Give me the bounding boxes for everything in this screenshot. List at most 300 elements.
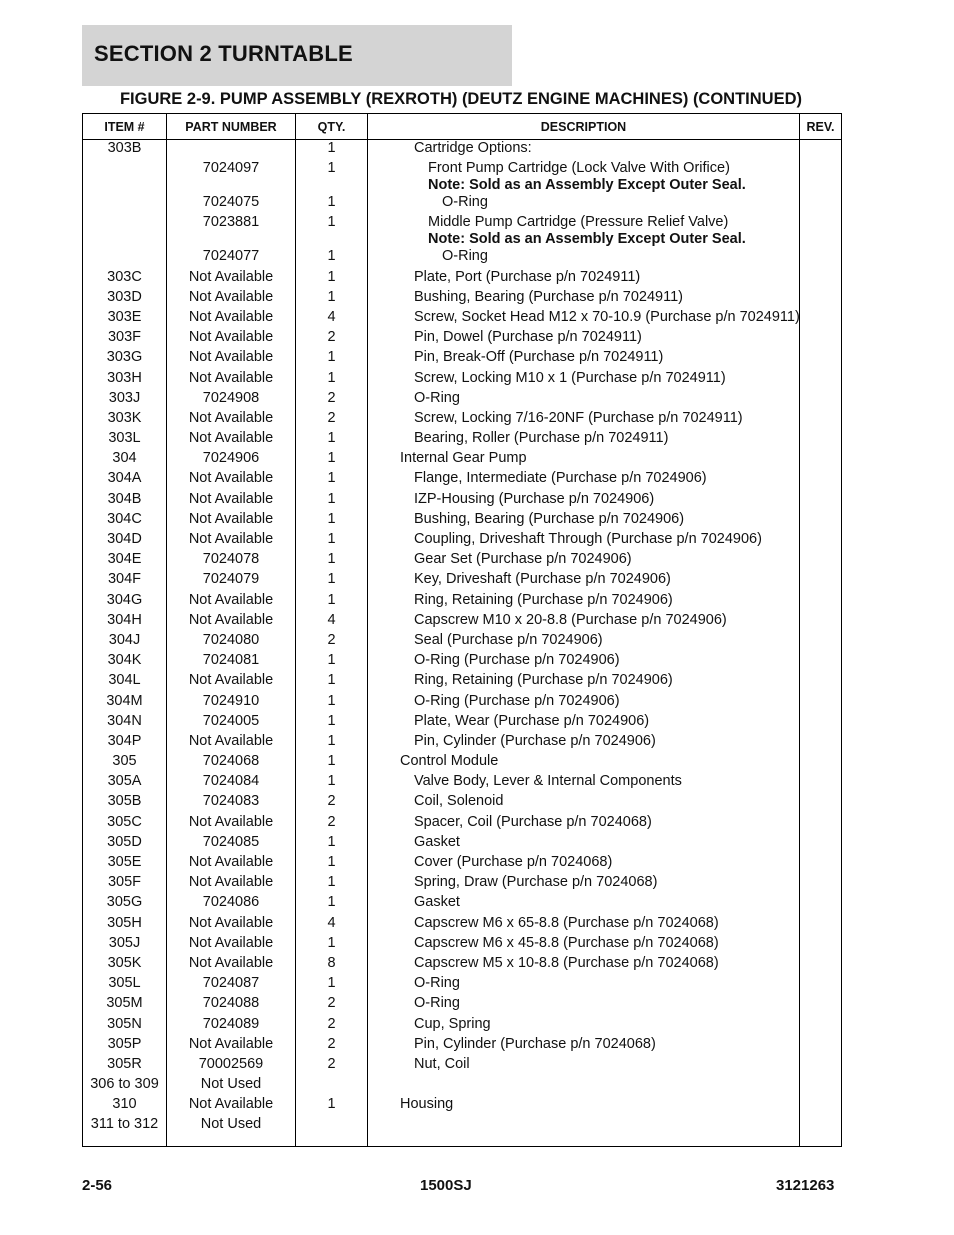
- cell-part-number: Not Available: [167, 491, 296, 511]
- cell-rev: [800, 571, 842, 591]
- cell-qty: 1: [296, 713, 368, 733]
- description-text: O-Ring (Purchase p/n 7024906): [414, 652, 620, 669]
- cell-qty: 1: [296, 491, 368, 511]
- cell-part-number: 7024908: [167, 390, 296, 410]
- cell-part-number: Not Available: [167, 1096, 296, 1116]
- cell-part-number: 7024088: [167, 995, 296, 1015]
- table-row: [83, 329, 842, 349]
- cell-qty: 4: [296, 915, 368, 935]
- table-row: [83, 289, 842, 309]
- description-text: O-Ring: [414, 975, 460, 992]
- table-row: [83, 531, 842, 551]
- cell-rev: [800, 329, 842, 349]
- cell-description: [368, 571, 800, 591]
- cell-qty: 1: [296, 874, 368, 894]
- cell-qty: 1: [296, 269, 368, 289]
- cell-rev: [800, 214, 842, 248]
- cell-item: 304: [83, 450, 167, 470]
- cell-item: 303D: [83, 289, 167, 309]
- cell-qty: 1: [296, 531, 368, 551]
- cell-description: [368, 1036, 800, 1056]
- description-text: Coil, Solenoid: [414, 793, 504, 810]
- table-row: [83, 571, 842, 591]
- description-text: Valve Body, Lever & Internal Components: [414, 773, 682, 790]
- cell-part-number: Not Available: [167, 814, 296, 834]
- cell-part-number: 7024083: [167, 793, 296, 813]
- cell-item: 305H: [83, 915, 167, 935]
- cell-qty: 2: [296, 329, 368, 349]
- table-row: [83, 309, 842, 329]
- cell-qty: 1: [296, 592, 368, 612]
- cell-part-number: Not Available: [167, 733, 296, 753]
- table-row: [83, 834, 842, 854]
- table-row: [83, 753, 842, 773]
- cell-qty: 1: [296, 289, 368, 309]
- table-row: [83, 733, 842, 753]
- cell-part-number: Not Available: [167, 672, 296, 692]
- table-row: [83, 450, 842, 470]
- cell-description: [368, 551, 800, 571]
- table-row: [83, 814, 842, 834]
- description-text: Gear Set (Purchase p/n 7024906): [414, 551, 632, 568]
- description-text: Cover (Purchase p/n 7024068): [414, 854, 613, 870]
- cell-description: [368, 612, 800, 632]
- cell-part-number: Not Available: [167, 511, 296, 531]
- table-header-row: [83, 114, 842, 140]
- cell-rev: [800, 450, 842, 470]
- cell-qty: 2: [296, 1016, 368, 1036]
- cell-qty: 1: [296, 834, 368, 854]
- cell-rev: [800, 834, 842, 854]
- cell-qty: 2: [296, 1056, 368, 1076]
- cell-rev: [800, 390, 842, 410]
- table-row: [83, 269, 842, 289]
- cell-part-number: 7024081: [167, 652, 296, 672]
- cell-description: [368, 733, 800, 753]
- description-text: Capscrew M6 x 45-8.8 (Purchase p/n 7024068): [414, 934, 719, 951]
- header-part-number: PART NUMBER: [167, 114, 296, 140]
- table-row: [83, 935, 842, 955]
- cell-item: 304H: [83, 612, 167, 632]
- cell-rev: [800, 995, 842, 1015]
- cell-item: 304G: [83, 592, 167, 612]
- cell-item: 303J: [83, 390, 167, 410]
- description-text: Pin, Break-Off (Purchase p/n 7024911): [414, 349, 664, 366]
- cell-description: [368, 370, 800, 390]
- cell-qty: 2: [296, 793, 368, 813]
- cell-qty: 1: [296, 894, 368, 914]
- cell-part-number: Not Used: [167, 1116, 296, 1146]
- cell-qty: [296, 1076, 368, 1096]
- cell-description: [368, 491, 800, 511]
- cell-description: [368, 329, 800, 349]
- cell-rev: [800, 672, 842, 692]
- cell-item: 305P: [83, 1036, 167, 1056]
- cell-qty: 1: [296, 935, 368, 955]
- cell-description: [368, 511, 800, 531]
- cell-item: 305R: [83, 1056, 167, 1076]
- cell-rev: [800, 470, 842, 490]
- cell-item: 304B: [83, 491, 167, 511]
- footer-page-number: 2-56: [82, 1177, 113, 1194]
- cell-description: [368, 289, 800, 309]
- description-note: Note: Sold as an Assembly Except Outer Seal.: [428, 231, 746, 248]
- table-row: [83, 248, 842, 268]
- cell-part-number: 7024089: [167, 1016, 296, 1036]
- cell-qty: 1: [296, 652, 368, 672]
- description-text: Pin, Cylinder (Purchase p/n 7024906): [414, 732, 656, 749]
- description-note: Note: Sold as an Assembly Except Outer Seal.: [428, 177, 746, 194]
- cell-rev: [800, 955, 842, 975]
- cell-description: [368, 349, 800, 369]
- cell-item: 305F: [83, 874, 167, 894]
- table-row: [83, 773, 842, 793]
- description-text: Gasket: [414, 833, 460, 850]
- description-text: O-Ring: [414, 995, 460, 1012]
- cell-rev: [800, 854, 842, 874]
- cell-rev: [800, 349, 842, 369]
- cell-qty: 2: [296, 390, 368, 410]
- description-text: Gasket: [414, 894, 460, 911]
- table-row: [83, 612, 842, 632]
- cell-part-number: 7024077: [167, 248, 296, 268]
- table-row: [83, 1036, 842, 1056]
- cell-part-number: 7024068: [167, 753, 296, 773]
- cell-part-number: 7024080: [167, 632, 296, 652]
- description-text: O-Ring: [442, 194, 488, 211]
- header-rev: REV.: [800, 114, 842, 140]
- header-description: DESCRIPTION: [368, 114, 800, 140]
- cell-item: 303H: [83, 370, 167, 390]
- cell-rev: [800, 612, 842, 632]
- cell-item: 303G: [83, 349, 167, 369]
- cell-item: 305K: [83, 955, 167, 975]
- table-row: [83, 915, 842, 935]
- cell-qty: 1: [296, 773, 368, 793]
- cell-part-number: 7024005: [167, 713, 296, 733]
- section-title: SECTION 2 TURNTABLE: [94, 41, 353, 66]
- description-text: O-Ring: [442, 248, 488, 265]
- cell-part-number: 7024097: [167, 160, 296, 194]
- cell-description: [368, 753, 800, 773]
- cell-item: 303K: [83, 410, 167, 430]
- cell-description: [368, 1076, 800, 1096]
- cell-item: 305C: [83, 814, 167, 834]
- cell-part-number: 7024085: [167, 834, 296, 854]
- cell-rev: [800, 915, 842, 935]
- cell-qty: [296, 1116, 368, 1146]
- cell-item: 303E: [83, 309, 167, 329]
- cell-item: 304E: [83, 551, 167, 571]
- description-text: Control Module: [400, 753, 499, 770]
- cell-item: 304J: [83, 632, 167, 652]
- cell-item: 304C: [83, 511, 167, 531]
- cell-description: [368, 652, 800, 672]
- cell-rev: [800, 935, 842, 955]
- table-row: [83, 793, 842, 813]
- table-row: [83, 160, 842, 194]
- cell-rev: [800, 269, 842, 289]
- description-text: Capscrew M10 x 20-8.8 (Purchase p/n 7024906): [414, 611, 727, 628]
- cell-description: [368, 672, 800, 692]
- table-row: [83, 894, 842, 914]
- cell-item: 304N: [83, 713, 167, 733]
- cell-qty: 1: [296, 571, 368, 591]
- cell-item: 303L: [83, 430, 167, 450]
- description-text: Front Pump Cartridge (Lock Valve With Orifice): [428, 160, 730, 177]
- cell-rev: [800, 592, 842, 612]
- cell-qty: 1: [296, 1096, 368, 1116]
- table-row: [83, 430, 842, 450]
- table-row: [83, 390, 842, 410]
- cell-description: [368, 430, 800, 450]
- table-row: [83, 140, 842, 161]
- cell-part-number: Not Available: [167, 269, 296, 289]
- cell-rev: [800, 733, 842, 753]
- cell-qty: 1: [296, 160, 368, 194]
- cell-part-number: Not Available: [167, 531, 296, 551]
- table-row: [83, 693, 842, 713]
- cell-item: 303C: [83, 269, 167, 289]
- cell-qty: 1: [296, 430, 368, 450]
- cell-item: 305B: [83, 793, 167, 813]
- cell-description: [368, 140, 800, 161]
- cell-description: [368, 793, 800, 813]
- cell-rev: [800, 1056, 842, 1076]
- description-text: O-Ring: [414, 389, 460, 406]
- cell-qty: 1: [296, 214, 368, 248]
- cell-description: [368, 410, 800, 430]
- description-text: Capscrew M5 x 10-8.8 (Purchase p/n 7024068): [414, 954, 719, 971]
- cell-part-number: Not Available: [167, 854, 296, 874]
- cell-rev: [800, 531, 842, 551]
- cell-part-number: Not Available: [167, 430, 296, 450]
- table-row: [83, 632, 842, 652]
- cell-qty: 1: [296, 551, 368, 571]
- cell-part-number: 7024078: [167, 551, 296, 571]
- description-text: Spring, Draw (Purchase p/n 7024068): [414, 874, 658, 891]
- table-row: [83, 1116, 842, 1146]
- cell-description: [368, 390, 800, 410]
- cell-item: 311 to 312: [83, 1116, 167, 1146]
- cell-description: [368, 470, 800, 490]
- cell-part-number: 7023881: [167, 214, 296, 248]
- table-row: [83, 672, 842, 692]
- cell-qty: 1: [296, 672, 368, 692]
- description-text: Bearing, Roller (Purchase p/n 7024911): [414, 430, 669, 447]
- cell-description: [368, 814, 800, 834]
- cell-qty: 2: [296, 814, 368, 834]
- cell-description: [368, 1056, 800, 1076]
- footer-doc-number: 3121263: [776, 1177, 835, 1194]
- table-row: [83, 511, 842, 531]
- cell-qty: 1: [296, 349, 368, 369]
- table-row: [83, 410, 842, 430]
- description-text: Flange, Intermediate (Purchase p/n 7024906): [414, 470, 707, 487]
- cell-description: [368, 975, 800, 995]
- cell-rev: [800, 410, 842, 430]
- cell-part-number: 7024906: [167, 450, 296, 470]
- description-text: Cup, Spring: [414, 1015, 491, 1032]
- cell-description: [368, 713, 800, 733]
- cell-rev: [800, 713, 842, 733]
- table-row: [83, 370, 842, 390]
- cell-rev: [800, 1116, 842, 1146]
- header-qty: QTY.: [296, 114, 368, 140]
- description-text: Ring, Retaining (Purchase p/n 7024906): [414, 672, 673, 689]
- cell-item: [83, 160, 167, 194]
- cell-qty: 4: [296, 612, 368, 632]
- cell-rev: [800, 491, 842, 511]
- cell-item: 305L: [83, 975, 167, 995]
- description-text: Plate, Port (Purchase p/n 7024911): [414, 268, 641, 285]
- cell-rev: [800, 814, 842, 834]
- cell-part-number: 7024079: [167, 571, 296, 591]
- cell-part-number: Not Available: [167, 470, 296, 490]
- cell-item: 305A: [83, 773, 167, 793]
- table-row: [83, 1096, 842, 1116]
- cell-part-number: 7024084: [167, 773, 296, 793]
- section-banner: [82, 25, 512, 86]
- cell-description: [368, 592, 800, 612]
- cell-item: 305M: [83, 995, 167, 1015]
- cell-qty: 2: [296, 1036, 368, 1056]
- cell-description: [368, 834, 800, 854]
- cell-part-number: 7024086: [167, 894, 296, 914]
- description-text: Spacer, Coil (Purchase p/n 7024068): [414, 813, 652, 830]
- cell-description: [368, 531, 800, 551]
- cell-rev: [800, 894, 842, 914]
- cell-description: [368, 693, 800, 713]
- cell-item: [83, 214, 167, 248]
- cell-item: 304A: [83, 470, 167, 490]
- cell-part-number: Not Available: [167, 329, 296, 349]
- table-row: [83, 854, 842, 874]
- cell-description: [368, 632, 800, 652]
- table-row: [83, 214, 842, 248]
- table-row: [83, 874, 842, 894]
- cell-item: 305: [83, 753, 167, 773]
- cell-part-number: Not Available: [167, 874, 296, 894]
- cell-qty: 1: [296, 753, 368, 773]
- cell-item: 304K: [83, 652, 167, 672]
- cell-qty: 1: [296, 470, 368, 490]
- cell-item: [83, 248, 167, 268]
- cell-description: [368, 1096, 800, 1116]
- description-text: Capscrew M6 x 65-8.8 (Purchase p/n 7024068): [414, 914, 719, 931]
- table-row: [83, 592, 842, 612]
- cell-part-number: 7024075: [167, 194, 296, 214]
- cell-item: 305E: [83, 854, 167, 874]
- header-item: ITEM #: [83, 114, 167, 140]
- cell-qty: 1: [296, 450, 368, 470]
- table-row: [83, 551, 842, 571]
- cell-item: 306 to 309: [83, 1076, 167, 1096]
- cell-qty: 1: [296, 854, 368, 874]
- cell-item: 305J: [83, 935, 167, 955]
- cell-description: [368, 1116, 800, 1146]
- cell-rev: [800, 773, 842, 793]
- cell-qty: 4: [296, 309, 368, 329]
- cell-rev: [800, 1076, 842, 1096]
- description-text: O-Ring (Purchase p/n 7024906): [414, 692, 620, 709]
- cell-item: 303B: [83, 140, 167, 161]
- cell-description: [368, 995, 800, 1015]
- table-row: [83, 1076, 842, 1096]
- cell-rev: [800, 140, 842, 161]
- cell-qty: 1: [296, 248, 368, 268]
- cell-part-number: Not Available: [167, 592, 296, 612]
- cell-rev: [800, 632, 842, 652]
- description-text: Cartridge Options:: [414, 140, 532, 156]
- description-text: Screw, Locking M10 x 1 (Purchase p/n 7024911): [414, 369, 726, 386]
- cell-rev: [800, 1036, 842, 1056]
- cell-item: 304M: [83, 693, 167, 713]
- cell-rev: [800, 430, 842, 450]
- cell-qty: 8: [296, 955, 368, 975]
- cell-part-number: Not Available: [167, 309, 296, 329]
- description-text: Seal (Purchase p/n 7024906): [414, 631, 603, 648]
- description-text: Bushing, Bearing (Purchase p/n 7024911): [414, 288, 683, 305]
- cell-item: 304D: [83, 531, 167, 551]
- description-text: Key, Driveshaft (Purchase p/n 7024906): [414, 571, 671, 588]
- cell-item: 305D: [83, 834, 167, 854]
- cell-rev: [800, 1016, 842, 1036]
- description-text: Plate, Wear (Purchase p/n 7024906): [414, 712, 650, 729]
- cell-rev: [800, 551, 842, 571]
- cell-item: [83, 194, 167, 214]
- cell-qty: 1: [296, 693, 368, 713]
- table-row: [83, 1056, 842, 1076]
- table-row: [83, 194, 842, 214]
- table-row: [83, 470, 842, 490]
- cell-rev: [800, 248, 842, 268]
- cell-qty: 1: [296, 194, 368, 214]
- cell-item: 305N: [83, 1016, 167, 1036]
- parts-table-body: [83, 140, 842, 1147]
- cell-description: [368, 214, 800, 248]
- cell-part-number: Not Available: [167, 370, 296, 390]
- cell-part-number: Not Available: [167, 289, 296, 309]
- table-row: [83, 713, 842, 733]
- footer-model: 1500SJ: [420, 1177, 472, 1194]
- cell-rev: [800, 160, 842, 194]
- table-row: [83, 491, 842, 511]
- table-row: [83, 955, 842, 975]
- cell-qty: 2: [296, 410, 368, 430]
- cell-qty: 1: [296, 733, 368, 753]
- cell-description: [368, 309, 800, 329]
- cell-qty: 1: [296, 511, 368, 531]
- cell-rev: [800, 652, 842, 672]
- description-text: Pin, Cylinder (Purchase p/n 7024068): [414, 1035, 656, 1052]
- cell-item: 305G: [83, 894, 167, 914]
- cell-rev: [800, 370, 842, 390]
- cell-description: [368, 248, 800, 268]
- cell-rev: [800, 975, 842, 995]
- cell-description: [368, 915, 800, 935]
- cell-rev: [800, 874, 842, 894]
- description-text: Nut, Coil: [414, 1055, 470, 1072]
- cell-part-number: [167, 140, 296, 161]
- cell-item: 303F: [83, 329, 167, 349]
- table-row: [83, 349, 842, 369]
- table-row: [83, 1016, 842, 1036]
- cell-part-number: Not Available: [167, 915, 296, 935]
- description-text: Screw, Locking 7/16-20NF (Purchase p/n 7024911): [414, 409, 743, 426]
- description-text: Coupling, Driveshaft Through (Purchase p/n 7024906): [414, 531, 762, 547]
- cell-rev: [800, 309, 842, 329]
